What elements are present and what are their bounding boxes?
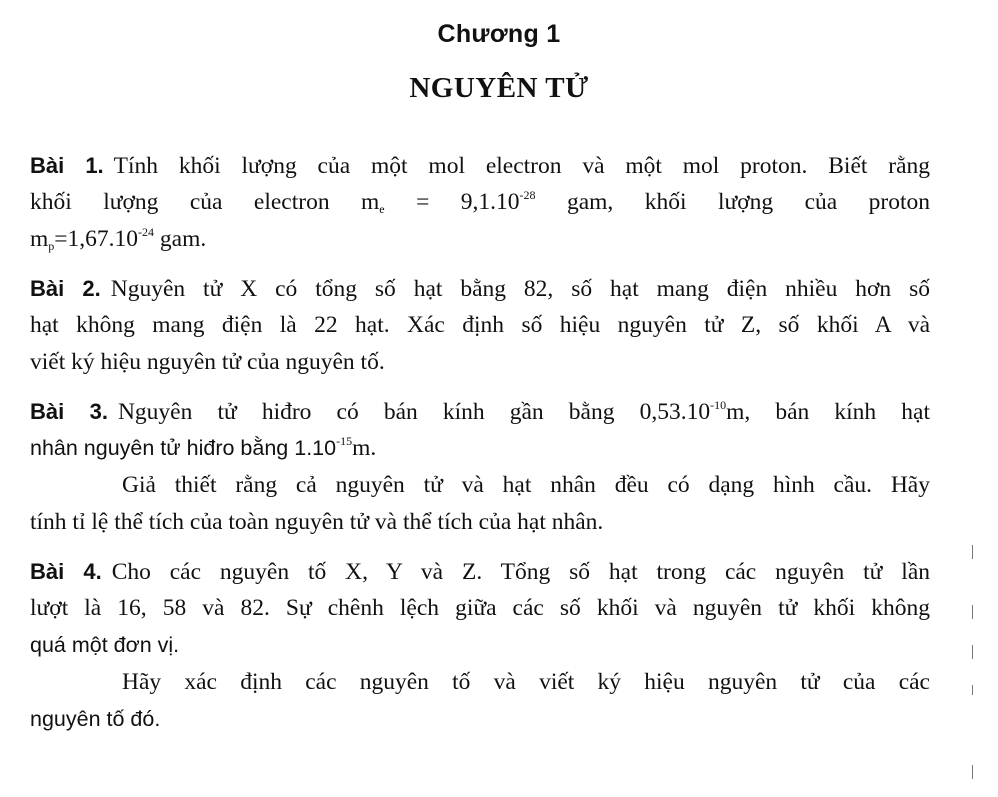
exercise-1-line-1: Bài 1. Tính khối lượng của một mol electron và một mol proton. Biết rằng	[30, 153, 930, 179]
exercise-2-line-2: hạt không mang điện là 22 hạt. Xác định số hiệu nguyên tử Z, số khối A và	[30, 312, 930, 338]
scan-mark	[972, 685, 973, 695]
exercise-3-line-2: nhân nguyên tử hiđro bằng $1.10^{-15}m$.	[30, 434, 377, 461]
exercise-4-label: Bài 4.	[30, 559, 102, 584]
exercise-4-line-1: Bài 4. Cho các nguyên tố X, Y và Z. Tổng số hạt trong các nguyên tử lần	[30, 559, 930, 585]
exercise-3	[30, 393, 930, 541]
exercise-3-paragraph-2-line-2: tính tỉ lệ thể tích của toàn nguyên tử và thể tích của hạt nhân.	[30, 509, 604, 535]
exercise-2-line-1: Bài 2. Nguyên tử X có tổng số hạt bằng 82, số hạt mang điện nhiều hơn số	[30, 276, 930, 302]
scan-mark	[972, 765, 973, 779]
exercise-4-paragraph-2-line-1: Hãy xác định các nguyên tố và viết ký hiệu nguyên tử của các	[122, 669, 930, 695]
scan-mark	[972, 605, 973, 619]
scan-mark	[972, 645, 973, 659]
exercise-1-label: Bài 1.	[30, 153, 104, 178]
exercise-2-label: Bài 2.	[30, 276, 101, 301]
exercise-4-line-3: quá một đơn vị.	[30, 633, 180, 657]
scan-mark	[972, 545, 973, 559]
exercise-1-line-2: khối lượng của electron $m_e = 9,1.10^{-28}$ gam, khối lượng của proton	[30, 188, 930, 216]
exercise-3-label: Bài 3.	[30, 399, 108, 424]
exercise-2	[30, 270, 930, 381]
exercise-1	[30, 147, 930, 258]
exercise-list	[30, 147, 930, 738]
exercise-1-line-3: $m_p=1,67.10^{-24}$ gam.	[30, 225, 207, 253]
exercise-4-paragraph-2-line-2: nguyên tố đó.	[30, 707, 161, 731]
exercise-3-line-1: Bài 3. Nguyên tử hiđro có bán kính gần bằng $0,53.10^{-10}m$, bán kính hạt	[30, 398, 930, 425]
exercise-3-paragraph-2-line-1: Giả thiết rằng cả nguyên tử và hạt nhân đều có dạng hình cầu. Hãy	[122, 472, 930, 498]
exercise-4-line-2: lượt là 16, 58 và 82. Sự chênh lệch giữa các số khối và nguyên tử khối không	[30, 595, 930, 621]
exercise-4	[30, 553, 930, 738]
chapter-heading: Chương 1	[437, 20, 561, 48]
exercise-2-line-3: viết ký hiệu nguyên tử của nguyên tố.	[30, 349, 385, 375]
chapter-title: NGUYÊN TỬ	[409, 72, 589, 104]
